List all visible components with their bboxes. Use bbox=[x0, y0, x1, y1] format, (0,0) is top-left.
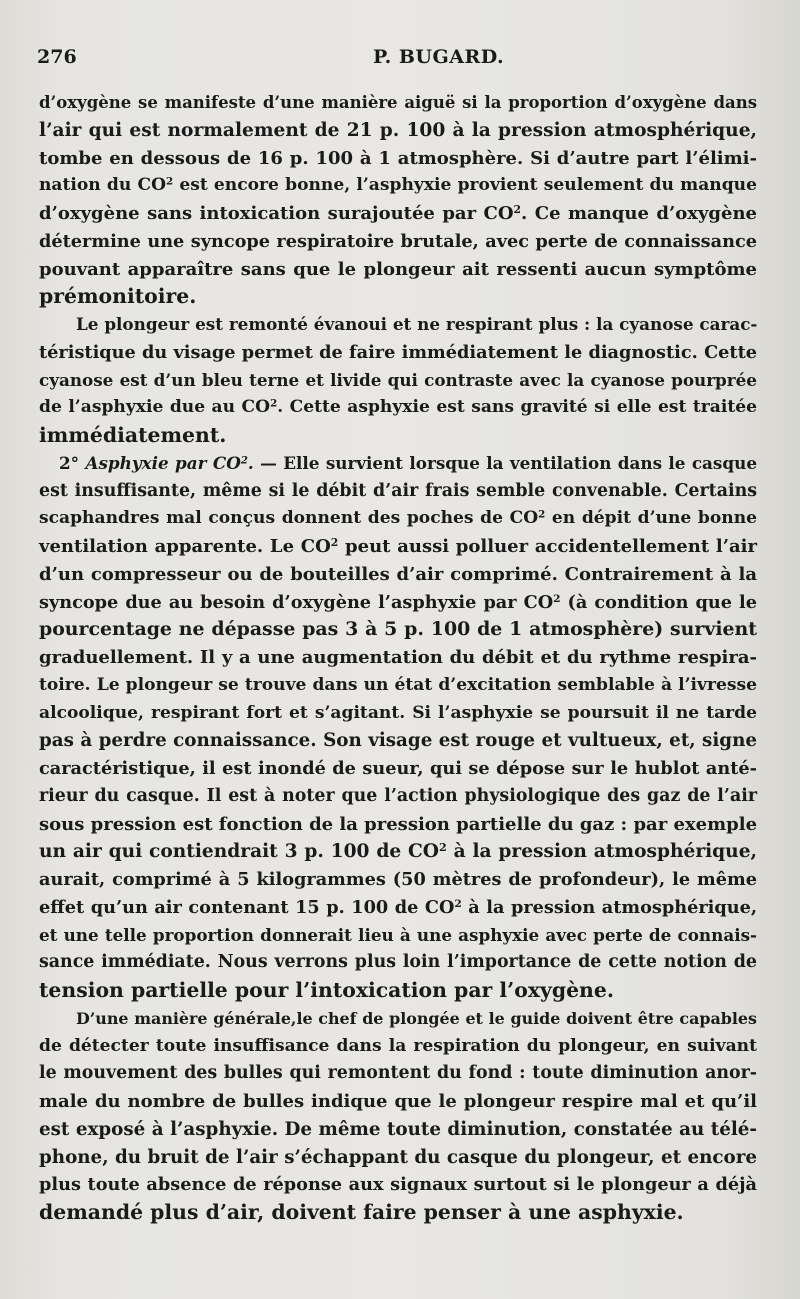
text-line: plus toute absence de réponse aux signaux surtout si le plongeur a déjà bbox=[39, 1174, 757, 1196]
text-line: cyanose est d’un bleu terne et livide qui contraste avec la cyanose pourprée bbox=[39, 369, 757, 390]
text-line: pouvant apparaître sans que le plongeur ait ressenti aucun symptôme bbox=[39, 258, 757, 280]
text-line: male du nombre de bulles indique que le plongeur respire mal et qu’il bbox=[39, 1091, 757, 1112]
text-line: alcoolique, respirant fort et s’agitant. Si l’asphyxie se poursuit il ne tarde bbox=[39, 702, 757, 723]
text-line: demandé plus d’air, doivent faire penser à une asphyxie. bbox=[39, 1200, 684, 1224]
section-title: Asphyxie par $CO^2$. bbox=[85, 452, 254, 473]
text-line: tension partielle pour l’intoxication par l’oxygène. bbox=[39, 978, 614, 1002]
text-line: et une telle proportion donnerait lieu à une asphyxie avec perte de connais- bbox=[39, 924, 757, 945]
body-text bbox=[39, 89, 757, 1227]
text-line: scaphandres mal conçus donnent des poches de $CO^2$ en dépit d’une bonne bbox=[39, 508, 757, 529]
text-line: caractéristique, il est inondé de sueur, qui se dépose sur le hublot anté- bbox=[39, 758, 757, 779]
text-line: de détecter toute insuffisance dans la respiration du plongeur, en suivant bbox=[39, 1035, 757, 1056]
text-line: détermine une syncope respiratoire brutale, avec perte de connaissance bbox=[39, 230, 757, 252]
text-line: est insuffisante, même si le débit d’air frais semble convenable. Certains bbox=[39, 480, 757, 501]
text-line: un air qui contiendrait 3 p. 100 de $CO^2$ à la pression atmosphérique, bbox=[39, 841, 757, 863]
text-line: d’un compresseur ou de bouteilles d’air comprimé. Contrairement à la bbox=[39, 563, 757, 585]
text-line: prémonitoire. bbox=[39, 284, 197, 309]
text-line: aurait, comprimé à 5 kilogrammes (50 mètres de profondeur), le même bbox=[39, 869, 757, 890]
text-line: sance immédiate. Nous verrons plus loin l’importance de cette notion de bbox=[39, 952, 757, 973]
page-header bbox=[37, 46, 760, 70]
text-line: d’oxygène sans intoxication surajoutée par $CO^2$. Ce manque d’oxygène bbox=[39, 203, 757, 224]
page-number: 276 bbox=[37, 46, 77, 68]
paragraph-2 bbox=[39, 311, 757, 450]
paragraph-4 bbox=[39, 1005, 757, 1227]
paragraph-1 bbox=[39, 89, 757, 311]
text-line: immédiatement. bbox=[39, 423, 227, 447]
text-line: le mouvement des bulles qui remontent du fond : toute diminution anor- bbox=[39, 1063, 757, 1084]
text-line: d’oxygène se manifeste d’une manière aiguë si la proportion d’oxygène dans bbox=[39, 93, 757, 112]
text-line: téristique du visage permet de faire immédiatement le diagnostic. Cette bbox=[39, 341, 757, 363]
running-head: P. BUGARD. bbox=[373, 46, 505, 68]
text-line: graduellement. Il y a une augmentation du débit et du rythme respira- bbox=[39, 647, 757, 668]
section-heading-line: 2° Asphyxie par $CO^2$. — Elle survient lorsque la ventilation dans le casque bbox=[59, 452, 757, 473]
text-line: sous pression est fonction de la pression partielle du gaz : par exemple bbox=[39, 813, 758, 835]
text-line: rieur du casque. Il est à noter que l’action physiologique des gaz de l’air bbox=[39, 785, 757, 806]
text-line: pourcentage ne dépasse pas 3 à 5 p. 100 de 1 atmosphère) survient bbox=[39, 618, 757, 641]
section-number: 2° bbox=[59, 452, 86, 473]
text-line: nation du $CO^2$ est encore bonne, l’asphyxie provient seulement du manque bbox=[39, 175, 757, 196]
text-line: l’air qui est normalement de 21 p. 100 à la pression atmosphérique, bbox=[39, 119, 757, 141]
text-line: tombe en dessous de 16 p. 100 à 1 atmosphère. Si d’autre part l’élimi- bbox=[39, 147, 757, 169]
text-line: de l’asphyxie due au $CO^2$. Cette asphyxie est sans gravité si elle est traitée bbox=[39, 397, 758, 418]
text-line: toire. Le plongeur se trouve dans un état d’excitation semblable à l’ivresse bbox=[39, 674, 757, 695]
text-line: phone, du bruit de l’air s’échappant du casque du plongeur, et encore bbox=[39, 1146, 757, 1168]
text-line: ventilation apparente. Le $CO^2$ peut aussi polluer accidentellement l’air bbox=[39, 536, 757, 557]
text-line: Le plongeur est remonté évanoui et ne respirant plus : la cyanose carac- bbox=[76, 314, 758, 334]
paragraph-3 bbox=[39, 450, 757, 1005]
text-line: D’une manière générale,le chef de plongée et le guide doivent être capables bbox=[76, 1008, 757, 1028]
text-line: effet qu’un air contenant 15 p. 100 de $CO^2$ à la pression atmosphérique, bbox=[39, 896, 757, 918]
text-line: pas à perdre connaissance. Son visage est rouge et vultueux, et, signe bbox=[39, 730, 757, 752]
text-line: est exposé à l’asphyxie. De même toute diminution, constatée au télé- bbox=[39, 1118, 757, 1140]
text-line: syncope due au besoin d’oxygène l’asphyxie par $CO^2$ (à condition que le bbox=[39, 591, 757, 613]
